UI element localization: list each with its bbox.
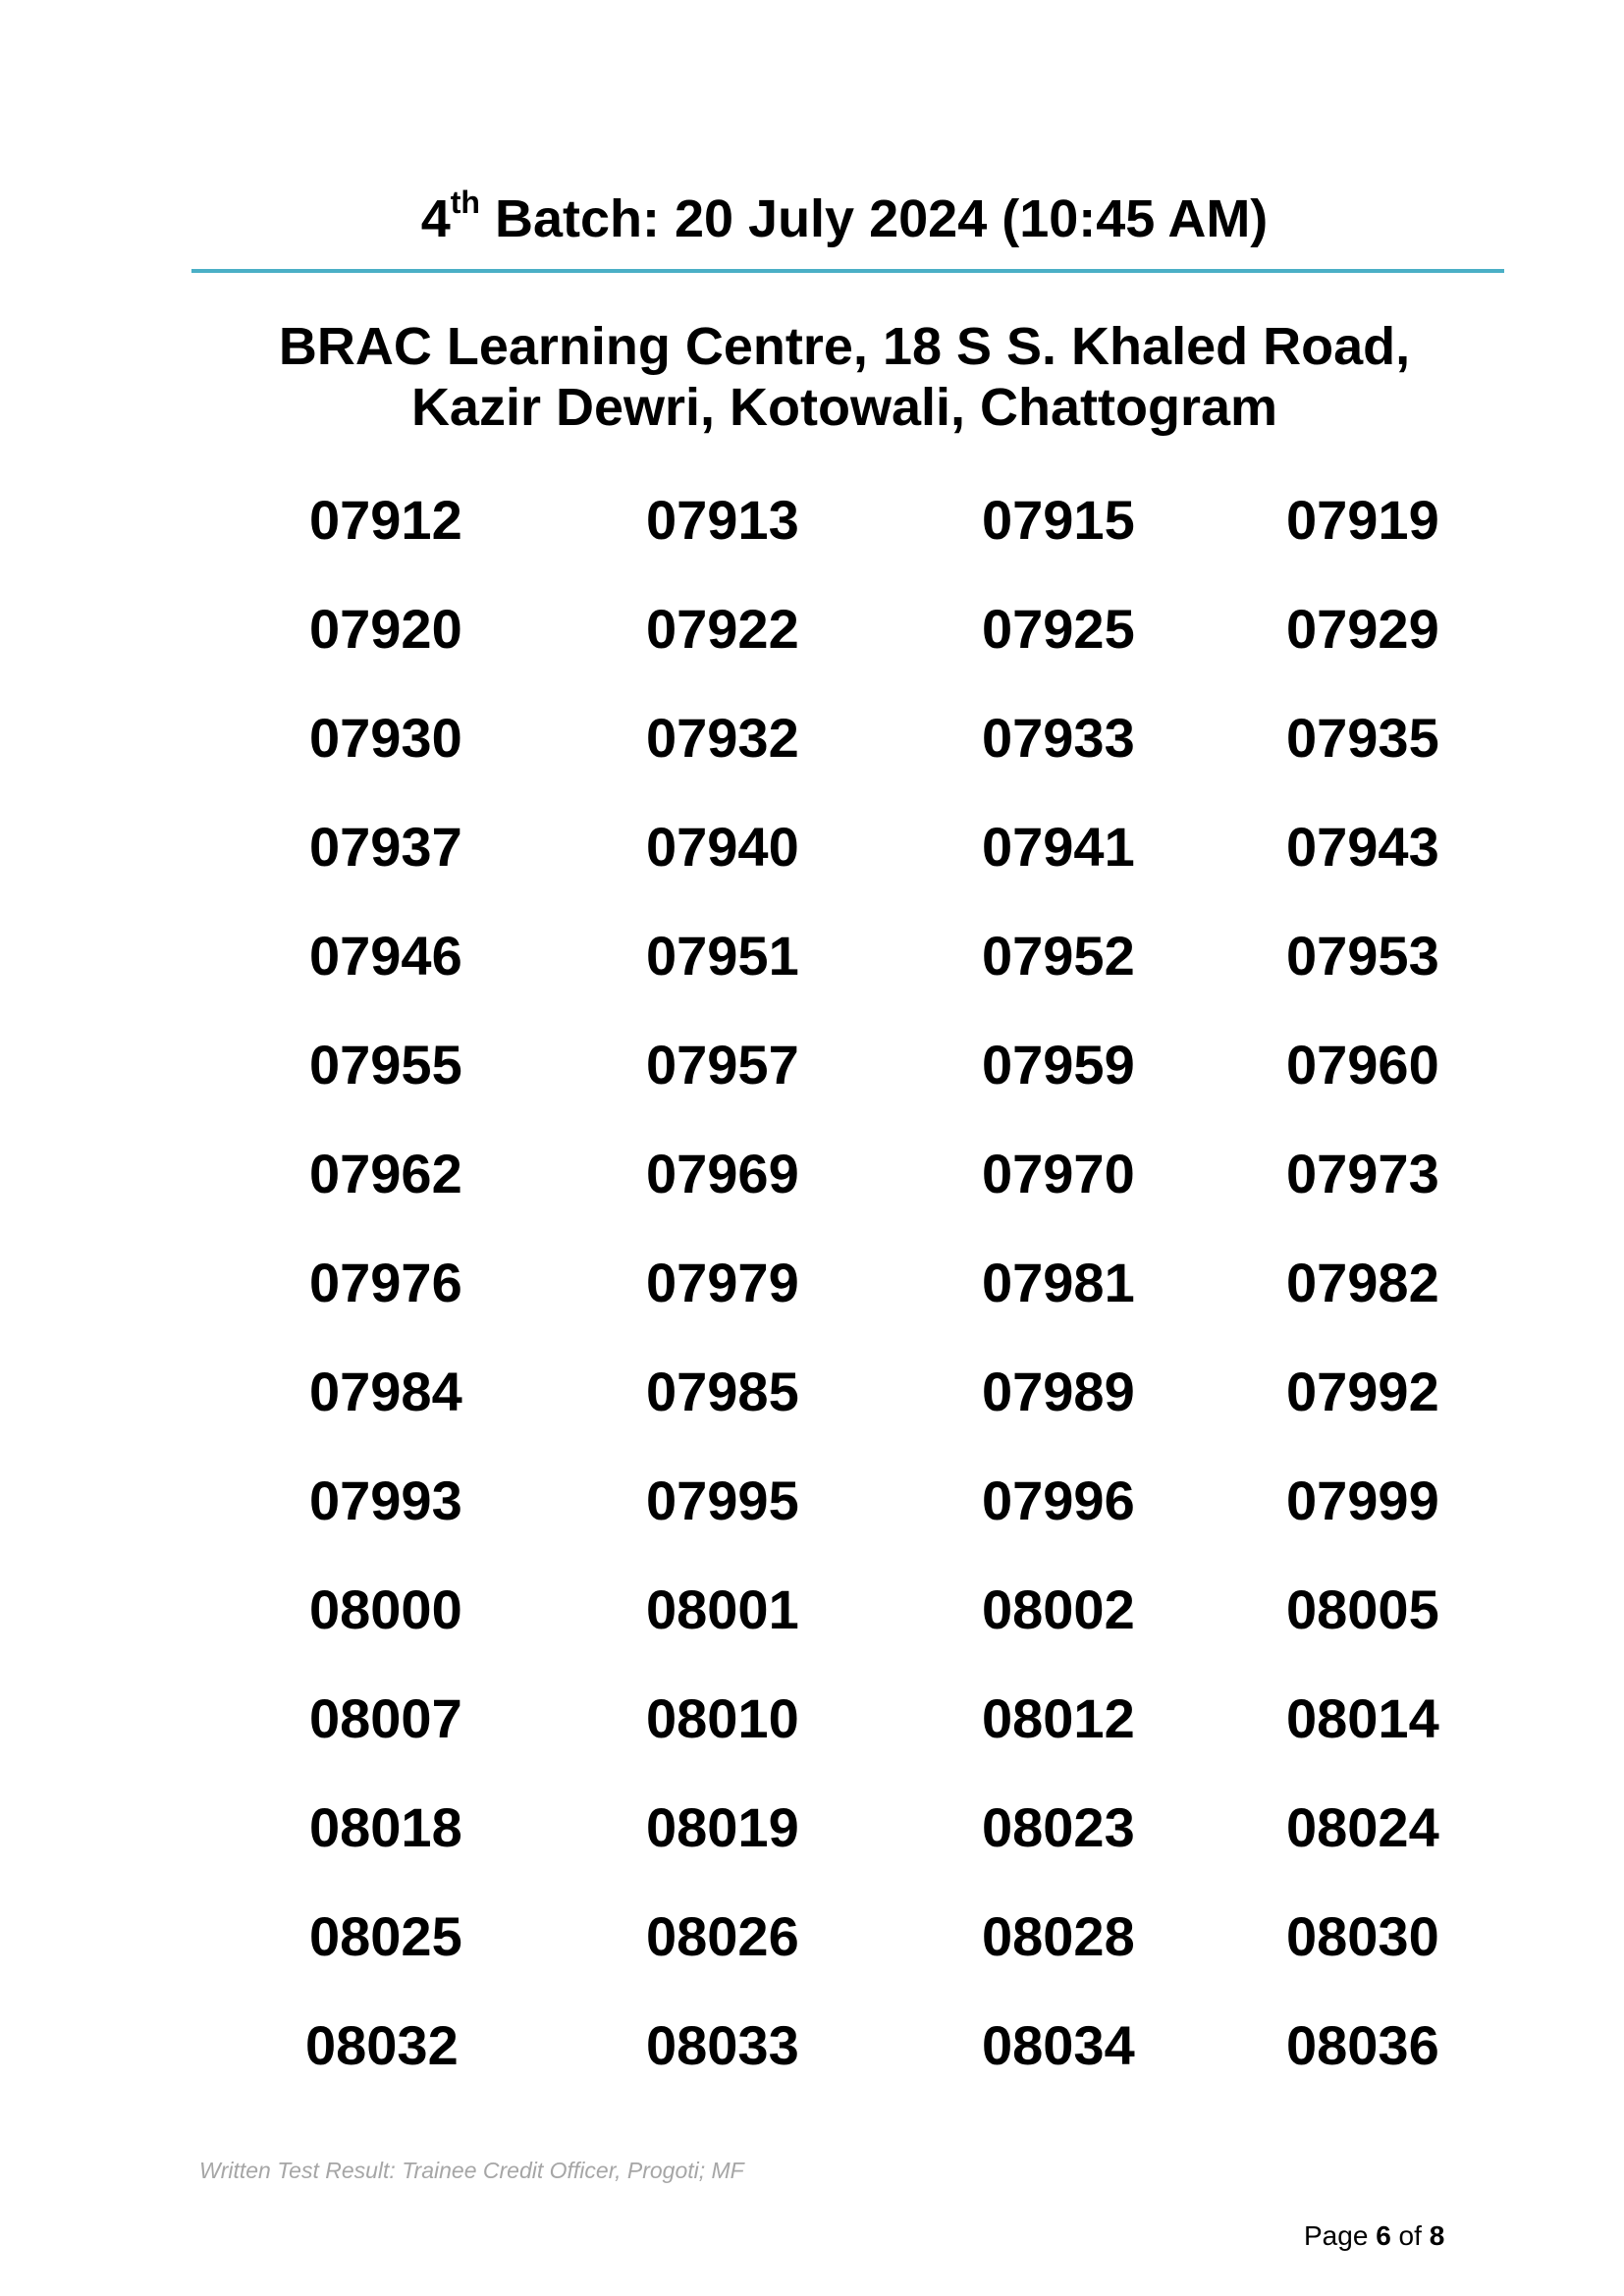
roll-row (0, 1577, 1624, 1686)
roll-number: 08030 (1286, 1905, 1439, 1967)
page-of: of (1398, 2220, 1422, 2251)
venue-line-1: BRAC Learning Centre, 18 S S. Khaled Road, (278, 317, 1411, 376)
roll-number: 08002 (982, 1578, 1135, 1640)
roll-number: 08000 (309, 1578, 462, 1640)
footer-note: Written Test Result: Trainee Credit Officer, Progoti; MF (199, 2158, 744, 2183)
roll-number: 07981 (982, 1252, 1135, 1313)
roll-number: 07996 (982, 1469, 1135, 1531)
roll-row (0, 1468, 1624, 1577)
roll-number: 07933 (982, 707, 1135, 769)
roll-number: 07951 (646, 925, 799, 987)
roll-number: 07920 (309, 598, 462, 660)
roll-number-grid (0, 488, 1624, 2122)
roll-row (0, 1904, 1624, 2013)
roll-number: 07932 (646, 707, 799, 769)
roll-number: 07930 (309, 707, 462, 769)
roll-number: 07953 (1286, 925, 1439, 987)
roll-number: 08025 (309, 1905, 462, 1967)
roll-number: 07925 (982, 598, 1135, 660)
roll-number: 08010 (646, 1687, 799, 1749)
roll-number: 08023 (982, 1796, 1135, 1858)
roll-number: 08028 (982, 1905, 1135, 1967)
roll-number: 08012 (982, 1687, 1135, 1749)
roll-number: 07976 (309, 1252, 462, 1313)
heading-divider (191, 269, 1504, 273)
page-word: Page (1304, 2220, 1369, 2251)
batch-ordinal-suffix: th (450, 185, 480, 220)
roll-number: 07915 (982, 489, 1135, 551)
roll-number: 08034 (982, 2014, 1135, 2076)
roll-number: 07941 (982, 816, 1135, 878)
roll-number: 08001 (646, 1578, 799, 1640)
roll-row (0, 488, 1624, 597)
roll-number: 07957 (646, 1034, 799, 1095)
roll-number: 08026 (646, 1905, 799, 1967)
roll-row (0, 1795, 1624, 1904)
roll-number: 07912 (309, 489, 462, 551)
roll-number: 07982 (1286, 1252, 1439, 1313)
roll-row (0, 2013, 1624, 2122)
roll-number: 07922 (646, 598, 799, 660)
roll-number: 07993 (309, 1469, 462, 1531)
roll-number: 07979 (646, 1252, 799, 1313)
roll-number: 07919 (1286, 489, 1439, 551)
roll-number: 07960 (1286, 1034, 1439, 1095)
roll-row (0, 597, 1624, 706)
venue-address (191, 316, 1497, 438)
roll-number: 08024 (1286, 1796, 1439, 1858)
roll-number: 08005 (1286, 1578, 1439, 1640)
roll-row (0, 1033, 1624, 1142)
roll-number: 07955 (309, 1034, 462, 1095)
batch-heading (191, 185, 1497, 248)
roll-row (0, 1142, 1624, 1251)
page-current: 6 (1376, 2220, 1391, 2251)
roll-number: 07969 (646, 1143, 799, 1204)
roll-number: 07946 (309, 925, 462, 987)
roll-number: 08014 (1286, 1687, 1439, 1749)
roll-row (0, 815, 1624, 924)
roll-row (0, 1686, 1624, 1795)
roll-number: 07970 (982, 1143, 1135, 1204)
roll-number: 07962 (309, 1143, 462, 1204)
roll-number: 07995 (646, 1469, 799, 1531)
roll-row (0, 1360, 1624, 1468)
roll-number: 08007 (309, 1687, 462, 1749)
roll-row (0, 1251, 1624, 1360)
roll-number: 07984 (309, 1361, 462, 1422)
roll-number: 07992 (1286, 1361, 1439, 1422)
venue-line-2: Kazir Dewri, Kotowali, Chattogram (410, 378, 1278, 437)
roll-number: 08033 (646, 2014, 799, 2076)
roll-number: 08032 (305, 2014, 459, 2076)
roll-number: 07937 (309, 816, 462, 878)
roll-row (0, 924, 1624, 1033)
roll-number: 07985 (646, 1361, 799, 1422)
roll-number: 07940 (646, 816, 799, 878)
roll-number: 08018 (309, 1796, 462, 1858)
roll-number: 07935 (1286, 707, 1439, 769)
roll-number: 08036 (1286, 2014, 1439, 2076)
batch-heading-text: Batch: 20 July 2024 (10:45 AM) (479, 189, 1269, 248)
roll-number: 07989 (982, 1361, 1135, 1422)
roll-number: 07952 (982, 925, 1135, 987)
page-total: 8 (1429, 2220, 1445, 2251)
roll-number: 07943 (1286, 816, 1439, 878)
roll-number: 07959 (982, 1034, 1135, 1095)
batch-ordinal-number: 4 (420, 189, 451, 248)
roll-number: 07973 (1286, 1143, 1439, 1204)
page-number (1304, 2220, 1444, 2252)
roll-number: 07913 (646, 489, 799, 551)
roll-number: 07929 (1286, 598, 1439, 660)
roll-number: 07999 (1286, 1469, 1439, 1531)
roll-row (0, 706, 1624, 815)
roll-number: 08019 (646, 1796, 799, 1858)
